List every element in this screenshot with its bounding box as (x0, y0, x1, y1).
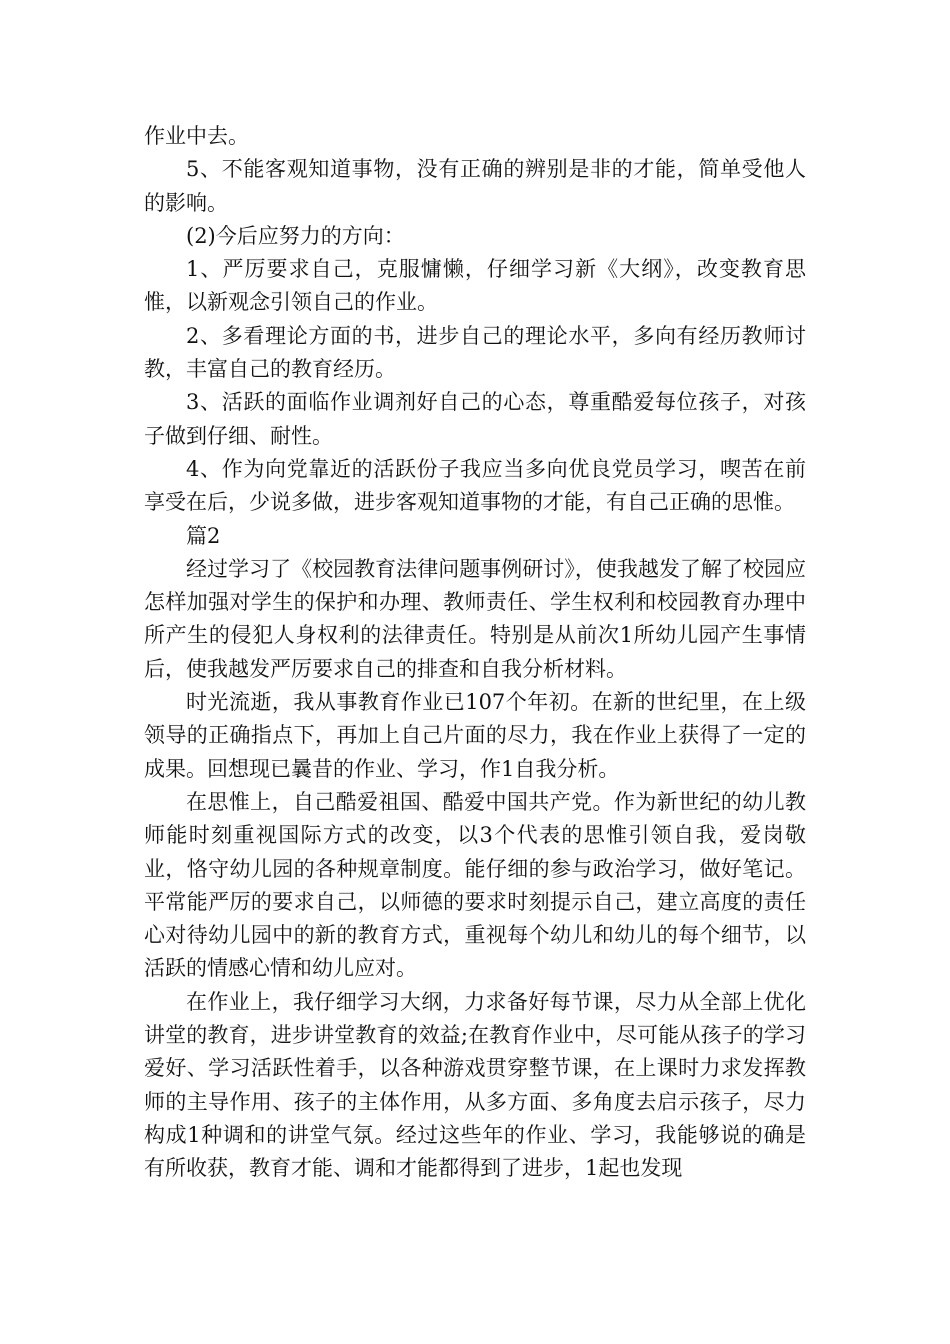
paragraph: 时光流逝，我从事教育作业已107个年初。在新的世纪里，在上级领导的正确指点下，再加上自己片面的尽力，我在作业上获得了一定的成果。回想现已曩昔的作业、学习，作1自我分析。 (144, 690, 806, 781)
paragraph: 经过学习了《校园教育法律问题事例研讨》，使我越发了解了校园应怎样加强对学生的保护和办理、教师责任、学生权利和校园教育办理中所产生的侵犯人身权利的法律责任。特别是从前次1所幼儿园产生事情后，使我越发严厉要求自己的排查和自我分析材料。 (144, 556, 806, 681)
paragraph: 4、作为向党靠近的活跃份子我应当多向优良党员学习，喫苦在前享受在后，少说多做，进步客观知道事物的才能，有自己正确的思惟。 (144, 456, 806, 515)
paragraph: 2、多看理论方面的书，进步自己的理论水平，多向有经历教师讨教，丰富自己的教育经历。 (144, 323, 806, 382)
paragraph: 作业中去。 (144, 124, 249, 148)
paragraph: 5、不能客观知道事物，没有正确的辨别是非的才能，简单受他人的影响。 (144, 157, 806, 215)
paragraph: (2)今后应努力的方向： (186, 223, 405, 248)
document-body (144, 120, 806, 1186)
section-heading: 篇2 (186, 523, 221, 548)
paragraph: 在作业上，我仔细学习大纲，力求备好每节课，尽力从全部上优化讲堂的教育，进步讲堂教育的效益;在教育作业中，尽可能从孩子的学习爱好、学习活跃性着手，以各种游戏贯穿整节课，在上课时力求发挥教师的主导作用、孩子的主体作用，从多方面、多角度去启示孩子，尽力构成1种调和的讲堂气氛。经过这些年的作业、学习，我能够说的确是有所收获，教育才能、调和才能都得到了进步，1起也发现 (144, 989, 806, 1181)
paragraph: 在思惟上，自己酷爱祖国、酷爱中国共产党。作为新世纪的幼儿教师能时刻重视国际方式的改变，以3个代表的思惟引领自我，爱岗敬业，恪守幼儿园的各种规章制度。能仔细的参与政治学习，做好笔记。平常能严厉的要求自己，以师德的要求时刻提示自己，建立高度的责任心对待幼儿园中的新的教育方式，重视每个幼儿和幼儿的每个细节，以活跃的情感心情和幼儿应对。 (144, 789, 806, 981)
paragraph: 1、严厉要求自己，克服慵懒，仔细学习新《大纲》，改变教育思惟，以新观念引领自己的作业。 (144, 257, 806, 315)
paragraph: 3、活跃的面临作业调剂好自己的心态，尊重酷爱每位孩子，对孩子做到仔细、耐性。 (144, 390, 806, 448)
